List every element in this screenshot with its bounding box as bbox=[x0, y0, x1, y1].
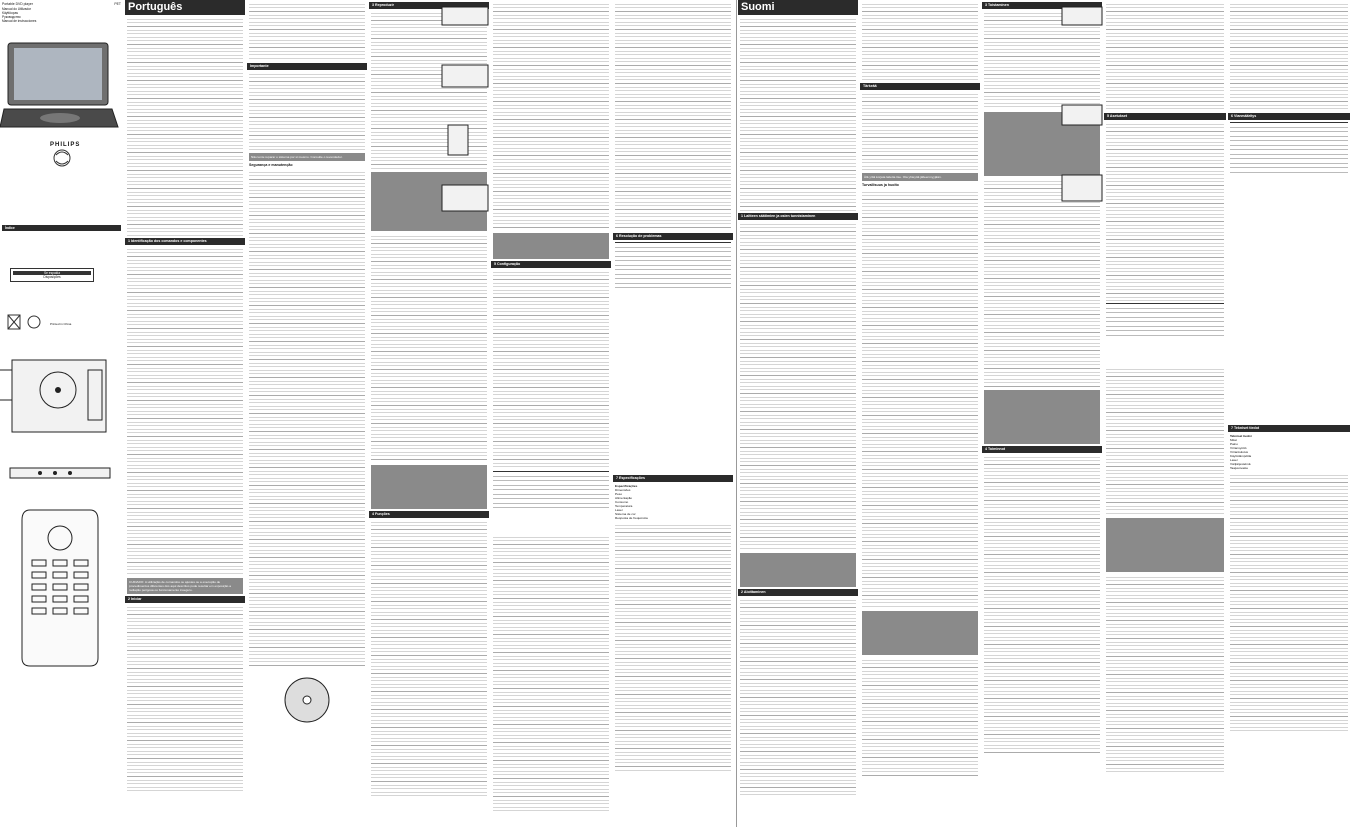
pt-section-7: 7 Especificações bbox=[613, 475, 733, 482]
fi-column-2 bbox=[860, 0, 980, 827]
pt-intro-text bbox=[127, 604, 243, 794]
print-label: Printed in China bbox=[50, 322, 72, 326]
notice-box: Se espalda Disposições bbox=[10, 268, 94, 282]
pt-column-5 bbox=[613, 0, 733, 827]
pt-column-2 bbox=[247, 0, 367, 827]
fi-safety-heading: Turvallisuus ja huolto bbox=[862, 183, 899, 187]
pt-connection-diagrams bbox=[440, 5, 490, 215]
cover-column bbox=[0, 0, 123, 827]
brand-logo: PHILIPS bbox=[50, 141, 81, 148]
fi-section-6: 6 Vianmääritys bbox=[1228, 113, 1350, 120]
pt-spec-table: Especificações Dimensões Peso Alimentação Consumo Temperatura Laser Sistema de cor Resposta de frequência bbox=[615, 484, 648, 520]
fi-index-list bbox=[740, 16, 856, 211]
fi-troubleshooting-table bbox=[1230, 122, 1348, 423]
fi-controls-list bbox=[740, 221, 856, 551]
pt-troubleshooting-table bbox=[615, 242, 731, 473]
fi-section-2: 2 Aloittaminen bbox=[738, 589, 858, 596]
fi-section-7: 7 Tekniset tiedot bbox=[1228, 425, 1350, 432]
pt-controls-list bbox=[127, 246, 243, 576]
pt-section-4: 4 Funções bbox=[369, 511, 489, 518]
pt-column-1 bbox=[125, 0, 245, 827]
fi-caution-box bbox=[740, 553, 856, 587]
manual-languages: Manual do Utilizador Käyttöopas Руководство Manual de instrucciones bbox=[2, 6, 37, 23]
fi-section-5: 5 Asetukset bbox=[1104, 113, 1226, 120]
pt-section-3: 3 Reproduzir bbox=[369, 2, 489, 9]
index-block: Índice bbox=[2, 225, 121, 231]
fi-spec-table: Tekniset tiedot Mitat Paino Virransyöttö Virrankulutus Käyttölämpötila Laser Värijärjestelmä Taajuusvaste bbox=[1230, 434, 1252, 470]
fi-warning-box: Älä yritä korjata laitetta itse. Ota yhteyttä jälleenmyyjään. bbox=[862, 173, 978, 181]
pt-note-box bbox=[371, 465, 487, 509]
fi-section-3: 3 Toistaminen bbox=[982, 2, 1102, 9]
fi-language-title: Suomi bbox=[738, 0, 858, 15]
player-top-diagram bbox=[0, 340, 123, 450]
pt-caution-box: CUIDADO: A utilização de comandos ou ajustes ou a execução de procedimentos diferentes dos aqui descritos pode resultar em exposição a radiação perigosa ou funcionamento inseguro. bbox=[127, 578, 243, 594]
pt-column-4 bbox=[491, 0, 611, 827]
fi-column-4 bbox=[1104, 0, 1226, 827]
player-illustration bbox=[0, 23, 123, 143]
remote-control-diagram bbox=[0, 508, 123, 668]
pt-settings-table bbox=[493, 471, 609, 532]
pt-section-1: 1 Identificação dos comandos e componentes bbox=[125, 238, 245, 245]
model-number: PET bbox=[114, 2, 121, 6]
pt-safety-heading: Segurança e manutenção bbox=[249, 163, 293, 167]
pt-section-5: 5 Configuração bbox=[491, 261, 611, 268]
fi-column-5 bbox=[1228, 0, 1350, 827]
fi-column-1 bbox=[738, 0, 858, 827]
page-divider bbox=[736, 0, 737, 827]
philips-shield-icon bbox=[0, 147, 123, 169]
pt-warning-box: Não tente reparar o sistema por si mesmo. Consulte o revendedor. bbox=[249, 153, 365, 161]
fi-section-4: 4 Toiminnot bbox=[982, 446, 1102, 453]
fi-connection-diagrams bbox=[1060, 5, 1105, 235]
pt-section-2: 2 Iniciar bbox=[125, 596, 245, 603]
fi-settings-table bbox=[1106, 303, 1224, 364]
pt-section-6: 6 Resolução de problemas bbox=[613, 233, 733, 240]
fi-important: Tärkeää bbox=[860, 83, 980, 90]
pt-important: Importante bbox=[247, 63, 367, 70]
pt-language-title: Português bbox=[125, 0, 245, 15]
product-name: Portable DVD player bbox=[2, 2, 33, 6]
disc-handling-icon bbox=[247, 670, 365, 730]
fi-section-1: 1 Laitteen säätimien ja osien tunnistaminen bbox=[738, 213, 858, 220]
pt-index-list bbox=[127, 16, 243, 236]
player-side-diagram bbox=[0, 460, 123, 490]
